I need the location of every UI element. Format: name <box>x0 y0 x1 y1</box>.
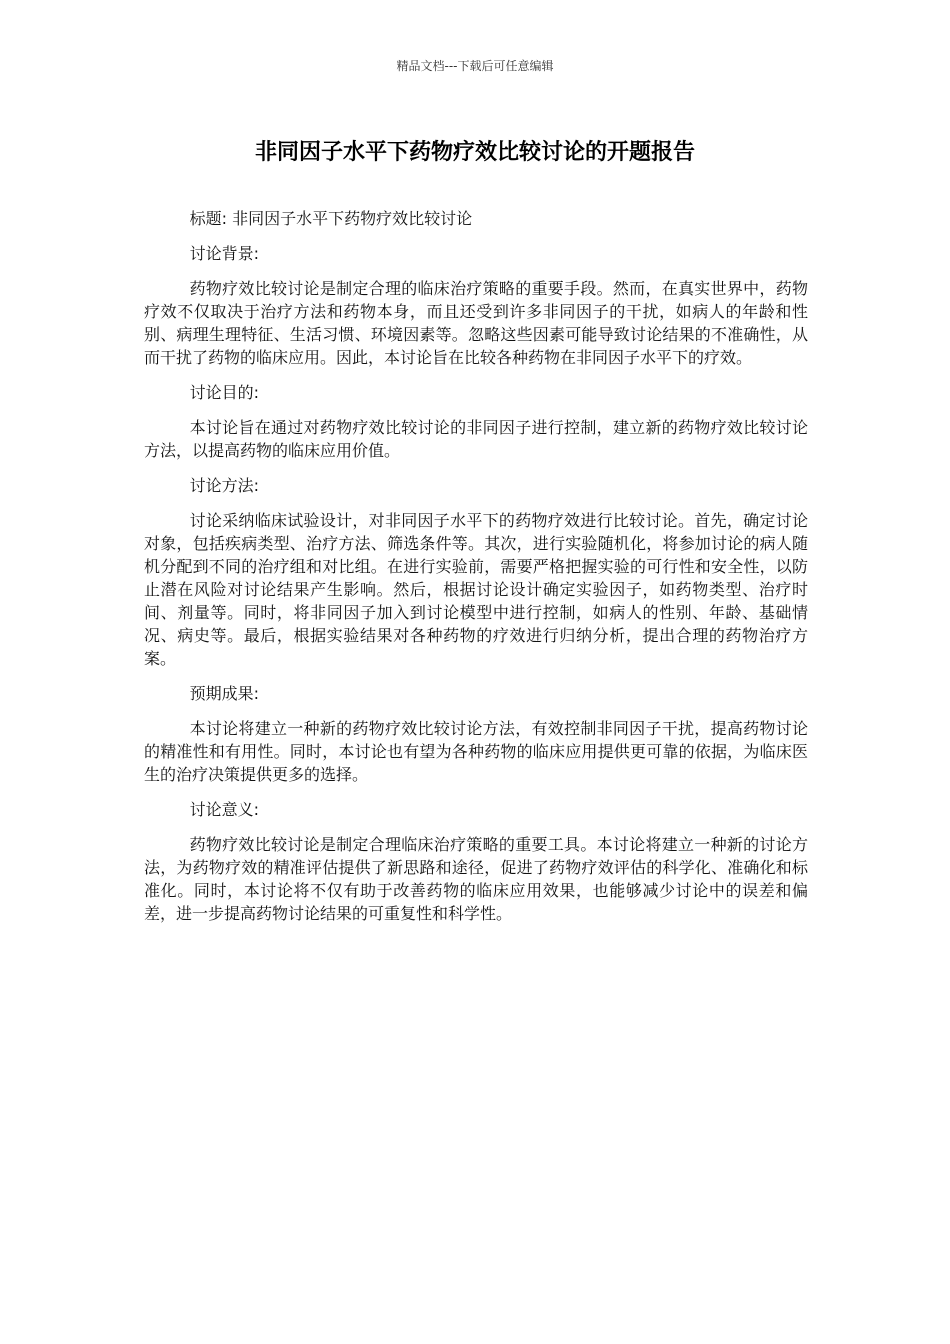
section-body-purpose: 本讨论旨在通过对药物疗效比较讨论的非同因子进行控制，建立新的药物疗效比较讨论方法，以提高药物的临床应用价值。 <box>144 418 808 460</box>
section-heading-method: 讨论方法: <box>189 476 259 495</box>
section-body-background: 药物疗效比较讨论是制定合理的临床治疗策略的重要手段。然而，在真实世界中，药物疗效不仅取决于治疗方法和药物本身，而且还受到许多非同因子的干扰，如病人的年龄和性别、病理生理特征、生活习惯、环境因素等。忽略这些因素可能导致讨论结果的不准确性，从而干扰了药物的临床应用。因此，本讨论旨在比较各种药物在非同因子水平下的疗效。 <box>144 279 808 367</box>
topic-line: 标题: 非同因子水平下药物疗效比较讨论 <box>189 209 473 228</box>
document-title: 非同因子水平下药物疗效比较讨论的开题报告 <box>254 140 695 165</box>
section-body-method: 讨论采纳临床试验设计，对非同因子水平下的药物疗效进行比较讨论。首先，确定讨论对象，包括疾病类型、治疗方法、筛选条件等。其次，进行实验随机化，将参加讨论的病人随机分配到不同的治疗组和对比组。在进行实验前，需要严格把握实验的可行性和安全性，以防止潜在风险对讨论结果产生影响。然后，根据讨论设计确定实验因子，如药物类型、治疗时间、剂量等。同时，将非同因子加入到讨论模型中进行控制，如病人的性别、年龄、基础情况、病史等。最后，根据实验结果对各种药物的疗效进行归纳分析，提出合理的药物治疗方案。 <box>144 511 808 668</box>
section-heading-expected-results: 预期成果: <box>189 684 259 703</box>
header-note: 精品文档---下载后可任意编辑 <box>396 59 554 73</box>
section-heading-background: 讨论背景: <box>189 244 259 263</box>
document-body <box>144 207 808 937</box>
section-heading-purpose: 讨论目的: <box>189 383 259 402</box>
section-body-expected-results: 本讨论将建立一种新的药物疗效比较讨论方法，有效控制非同因子干扰，提高药物讨论的精准性和有用性。同时，本讨论也有望为各种药物的临床应用提供更可靠的依据，为临床医生的治疗决策提供更多的选择。 <box>144 719 808 784</box>
section-body-significance: 药物疗效比较讨论是制定合理临床治疗策略的重要工具。本讨论将建立一种新的讨论方法，为药物疗效的精准评估提供了新思路和途径，促进了药物疗效评估的科学化、准确化和标准化。同时，本讨论将不仅有助于改善药物的临床应用效果，也能够减少讨论中的误差和偏差，进一步提高药物讨论结果的可重复性和科学性。 <box>144 835 808 923</box>
section-heading-significance: 讨论意义: <box>189 800 259 819</box>
